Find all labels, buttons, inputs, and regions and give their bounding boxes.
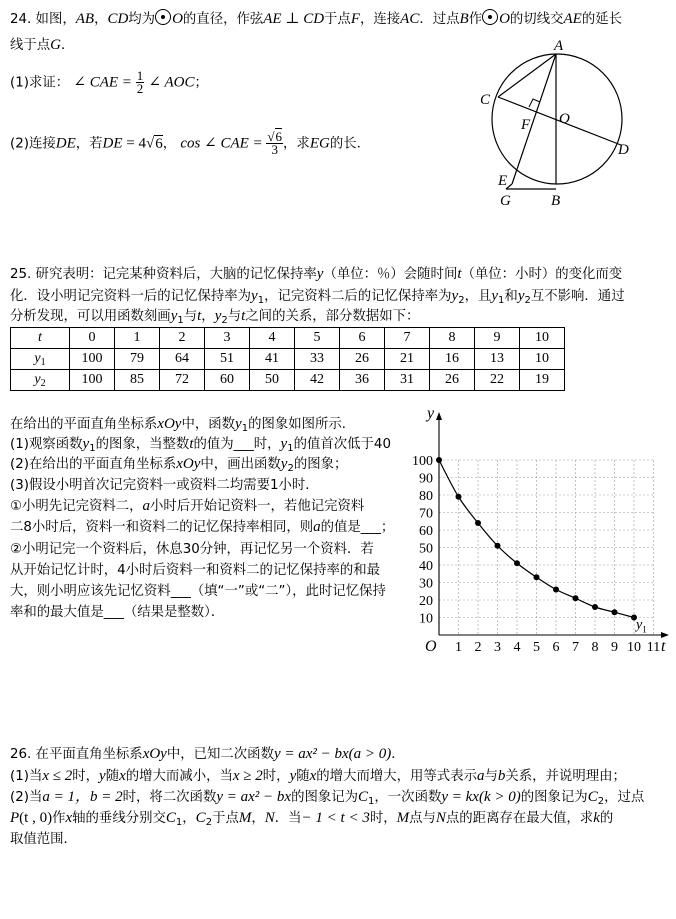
circle-o (492, 54, 622, 184)
q24-line-2: 线于点G． (10, 37, 75, 53)
label-a: A (554, 38, 564, 54)
table-cell: 16 (430, 349, 475, 370)
label-d: D (618, 142, 629, 158)
x-tick-label: 9 (611, 640, 618, 655)
x-tick-label: 11 (646, 640, 661, 655)
data-point (573, 595, 579, 601)
data-point (553, 587, 559, 593)
table-header-t: t (11, 328, 70, 349)
table-cell: 4 (250, 328, 295, 349)
table-cell: 60 (205, 370, 250, 391)
label-f: F (521, 117, 531, 133)
y-axis-arrow (436, 412, 442, 420)
table-cell: 85 (115, 370, 160, 391)
y-tick-label: 30 (419, 576, 433, 592)
circle-dot-icon (482, 9, 498, 25)
data-point (612, 609, 618, 615)
q24-part-1: (1)求证： ∠ CAE = $\frac{1}{2}$ ∠ AOC； (10, 68, 208, 96)
table-cell: 5 (295, 328, 340, 349)
q26-line-1: 26. 在平面直角坐标系xOy中，已知二次函数y = ax² − bx(a > 0)． (10, 746, 405, 762)
table-cell: 10 (520, 328, 565, 349)
q25-body-8: 从开始记忆计时，4小时后资料一和资料二的记忆保持率的和最 (10, 563, 381, 578)
table-cell: 42 (295, 370, 340, 391)
table-cell: 100 (70, 370, 115, 391)
q25-line-1: 25. 研究表明：记完某种资料后，大脑的记忆保持率y（单位：％）会随时间t（单位：小时）的变化而变 (10, 266, 623, 282)
q26-line-4: P(t , 0)作x轴的垂线分别交$C_1$，$C_2$于点M，N．当− 1 < t < 3时，M点与N点的距离存在最大值，求k的 (10, 810, 614, 828)
q25-body-7: ②小明记完一个资料后，休息30分钟，再记忆另一个资料．若 (10, 542, 374, 557)
q25-line-3: 分析发现，可以用函数刻画$y_1$与t，$y_2$与t之间的关系，部分数据如下： (10, 308, 420, 326)
fraction: $\frac{1}{2}$ (136, 68, 144, 96)
table-row (11, 349, 565, 370)
data-point (456, 494, 462, 500)
y-tick-label: 20 (419, 594, 433, 609)
series-label: $y_1$ (636, 617, 647, 635)
q26-line-2: (1)当x ≤ 2时，y随x的增大而减小，当x ≥ 2时，y随x的增大而增大，用等式表示a与b关系，并说明理由； (10, 768, 626, 784)
label-b: B (551, 193, 561, 209)
q25-body-10: 率和的最大值是___（结果是整数）． (10, 605, 225, 620)
data-point (514, 560, 520, 566)
q25-body-5: ①小明先记完资料二，a小时后开始记资料一，若他记完资料 (10, 498, 365, 514)
label-e: E (498, 173, 508, 189)
label-g: G (500, 193, 511, 209)
table-cell: 1 (115, 328, 160, 349)
y-tick-label: 100 (412, 454, 433, 469)
table-cell: 50 (250, 370, 295, 391)
table-cell: 2 (160, 328, 205, 349)
fraction: $\frac{√6}{3}$ (267, 129, 283, 157)
data-point (534, 574, 540, 580)
q25-body-6: 二8小时后，资料一和资料二的记忆保持率相同，则a的值是___； (10, 519, 395, 535)
table-cell: 64 (160, 349, 205, 370)
data-point (495, 543, 501, 549)
data-point (475, 520, 481, 526)
table-cell: 26 (430, 370, 475, 391)
circle-dot-icon (155, 9, 171, 25)
table-cell: 100 (70, 349, 115, 370)
table-cell: 31 (385, 370, 430, 391)
label-o: O (559, 111, 570, 127)
q25-chart (403, 405, 673, 655)
table-cell: 22 (475, 370, 520, 391)
q24-part-2: (2)连接DE，若DE = 4√6， cos ∠ CAE = $\frac{√6}{3}$ ，求EG的长． (10, 129, 370, 157)
q25-body-4: (3)假设小明首次记完资料一或资料二均需要1小时． (10, 478, 319, 493)
table-cell: 51 (205, 349, 250, 370)
data-point (436, 457, 442, 463)
q26-line-3: (2)当a = 1，b = 2时，将二次函数y = ax² − bx的图象记为$C_1$，一次函数y = kx(k > 0)的图象记为$C_2$，过点 (10, 789, 645, 807)
table-cell: 36 (340, 370, 385, 391)
table-row (11, 328, 565, 349)
x-tick-label: 6 (552, 640, 560, 655)
x-tick-label: 5 (533, 640, 540, 655)
table-cell: 33 (295, 349, 340, 370)
table-header-y2: $y_2$ (11, 370, 70, 391)
data-point (592, 604, 598, 610)
x-tick-label: 3 (494, 640, 501, 655)
table-cell: 26 (340, 349, 385, 370)
table-cell: 8 (430, 328, 475, 349)
q25-data-table (10, 327, 565, 391)
y-axis-label: y (427, 405, 435, 422)
table-header-y1: $y_1$ (11, 349, 70, 370)
table-cell: 9 (475, 328, 520, 349)
table-cell: 13 (475, 349, 520, 370)
q24-geometry-figure (470, 35, 670, 215)
q25-body-2: (1)观察函数$y_1$的图象，当整数t的值为___时，$y_1$的值首次低于40 (10, 436, 391, 454)
q25-body-1: 在给出的平面直角坐标系xOy中，函数$y_1$的图象如图所示． (10, 416, 356, 434)
x-tick-label: 8 (591, 640, 599, 655)
table-cell: 41 (250, 349, 295, 370)
table-cell: 19 (520, 370, 565, 391)
x-tick-label: 10 (627, 640, 641, 655)
y-tick-label: 10 (419, 611, 433, 627)
table-cell: 6 (340, 328, 385, 349)
q24-line-1: 24. 如图，AB，CD均为 O的直径，作弦AE ⊥ CD于点F，连接AC．过点B作 O的切线交AE的延长 (10, 11, 622, 27)
table-row (11, 370, 565, 391)
table-cell: 72 (160, 370, 205, 391)
x-tick-label: 1 (455, 640, 462, 655)
y-tick-label: 90 (419, 471, 433, 487)
y-tick-label: 40 (419, 559, 433, 574)
y-tick-label: 50 (419, 541, 433, 557)
chord-ae (512, 54, 556, 184)
y-tick-label: 80 (419, 489, 433, 504)
table-cell: 7 (385, 328, 430, 349)
q26-line-5: 取值范围． (10, 832, 77, 847)
x-tick-label: 2 (474, 640, 482, 655)
table-cell: 21 (385, 349, 430, 370)
segment-ac (498, 54, 556, 97)
y-tick-label: 60 (419, 524, 433, 539)
x-tick-label: 7 (572, 640, 579, 655)
table-cell: 10 (520, 349, 565, 370)
table-cell: 0 (70, 328, 115, 349)
origin-label: O (425, 638, 437, 655)
x-axis-label: t (661, 638, 666, 655)
x-tick-label: 4 (513, 640, 521, 655)
label-c: C (480, 92, 491, 108)
table-cell: 3 (205, 328, 250, 349)
y-tick-label: 70 (419, 506, 433, 522)
q25-line-2: 化．设小明记完资料一后的记忆保持率为$y_1$，记完资料二后的记忆保持率为$y_2$，且$y_1$和$y_2$互不影响．通过 (10, 288, 625, 306)
q25-body-9: 大，则小明应该先记忆资料___（填“一”或“二”），此时记忆保持 (10, 584, 386, 599)
table-cell: 79 (115, 349, 160, 370)
q25-body-3: (2)在给出的平面直角坐标系xOy中，画出函数$y_2$的图象； (10, 456, 348, 474)
